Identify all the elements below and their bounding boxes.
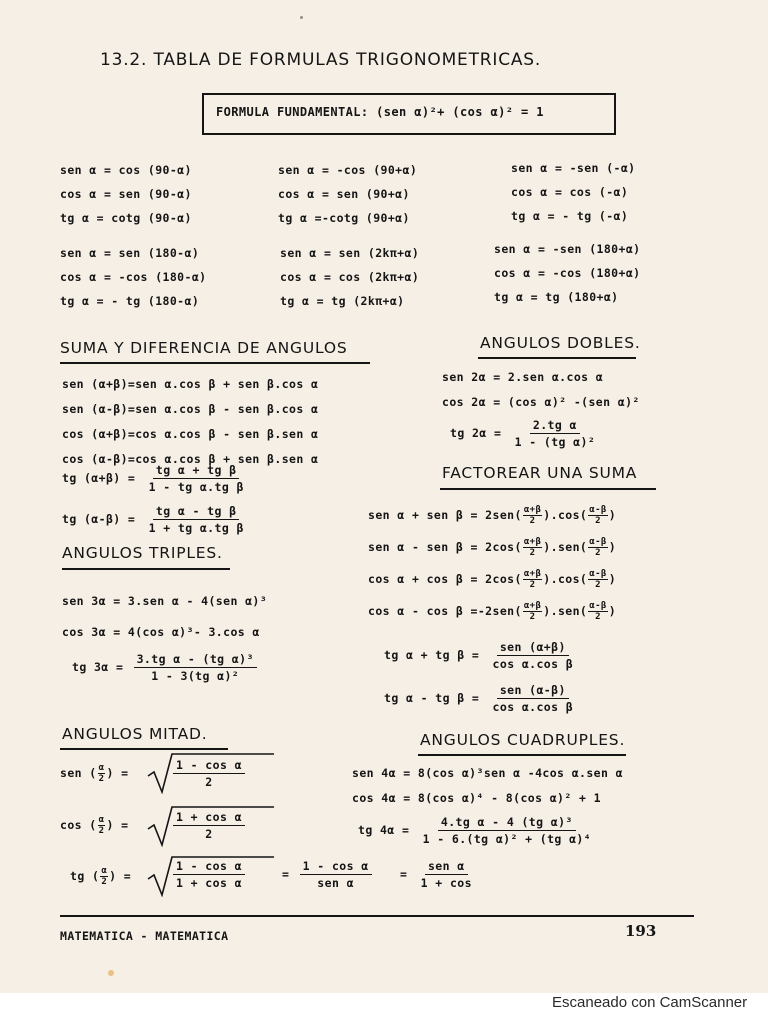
denominator: cos α.cos β (492, 657, 574, 671)
page-number: 193 (625, 922, 657, 940)
identity-line: cos α = sen (90+α) (278, 187, 410, 201)
numerator: 4.tg α - 4 (tg α)³ (438, 815, 576, 831)
mitad-cos-radicand (170, 810, 248, 841)
identity-line: cos α = -cos (180+α) (494, 266, 641, 280)
fundamental-formula: FORMULA FUNDAMENTAL: (sen α)²+ (cos α)² = 1 (216, 105, 544, 119)
denominator: 1 - (tg α)² (514, 435, 596, 449)
half-angle-fraction (523, 505, 542, 526)
denominator: 2 (205, 827, 213, 841)
formula-lhs: cos (60, 818, 82, 832)
half-angle-fraction (98, 763, 106, 784)
fraction (173, 810, 245, 841)
mitad-cos: cos ( $\frac{\alpha}{2}$ ) = (60, 815, 129, 836)
numerator: α+β (523, 569, 542, 579)
tg-dif-formula (62, 504, 250, 535)
numerator: α+β (523, 601, 542, 611)
identity-line: sen α = sen (2kπ+α) (280, 246, 420, 260)
numerator: 1 - cos α (300, 859, 372, 875)
numerator: 3.tg α - (tg α)³ (134, 652, 257, 668)
mitad-tg-radicand (170, 859, 248, 890)
identity-line: sen α = -sen (180+α) (494, 242, 641, 256)
identity-line: tg α = cotg (90-α) (60, 211, 192, 225)
formula-lhs: tg 4α = (358, 823, 410, 837)
fraction (173, 758, 245, 789)
fraction (490, 640, 577, 671)
factor-fn: sen (557, 604, 580, 618)
numerator: α-β (589, 569, 607, 579)
identity-line: cos α = sen (90-α) (60, 187, 192, 201)
formula-lhs: tg 3α = (72, 660, 124, 674)
numerator: sen (α+β) (497, 640, 569, 656)
numerator: α (101, 866, 108, 876)
doble-tg (450, 418, 601, 449)
heading-underline (440, 488, 656, 490)
mitad-sen-radicand (170, 758, 248, 789)
factor-fn: cos (557, 572, 580, 586)
page-title: 13.2. TABLA DE FORMULAS TRIGONOMETRICAS. (100, 50, 542, 70)
denominator: 2 (101, 877, 108, 887)
factor-row-4: cos α - cos β =-2sen( $\frac{\alpha+\beta}{2}$ ).sen( $\frac{\alpha-\beta}{2}$ ) (368, 601, 617, 622)
doble-cos: cos 2α = (cos α)² -(sen α)² (442, 395, 640, 409)
numerator: tg α + tg β (153, 463, 240, 479)
fraction (173, 859, 245, 890)
numerator: α+β (523, 537, 542, 547)
formula-lhs: tg (α+β) = (62, 471, 136, 485)
footer-label: MATEMATICA - MATEMATICA (60, 929, 229, 943)
numerator: α-β (589, 537, 607, 547)
heading-suma-diferencia: SUMA Y DIFERENCIA DE ANGULOS (60, 339, 348, 357)
fraction (146, 504, 247, 535)
numerator: sen (α-β) (497, 683, 569, 699)
half-angle-fraction (523, 601, 542, 622)
identity-line: tg α = - tg (-α) (511, 209, 629, 223)
numerator: 1 + cos α (173, 810, 245, 826)
scan-speck (108, 970, 114, 976)
factor-row-3: cos α + cos β = 2cos( $\frac{\alpha+\beta}{2}$ ).cos( $\frac{\alpha-\beta}{2}$ ) (368, 569, 617, 590)
numerator: α (98, 763, 105, 773)
identity-col-2 (278, 158, 417, 230)
denominator: 2 (529, 516, 536, 526)
fraction (300, 859, 372, 890)
half-angle-fraction (100, 866, 108, 887)
mitad-sen: sen ( $\frac{\alpha}{2}$ ) = (60, 763, 129, 784)
denominator: 2 (595, 548, 601, 558)
formula-line: sen (α-β)=sen α.cos β - sen β.cos α (62, 402, 319, 416)
denominator: 1 - 6.(tg α)² + (tg α)⁴ (422, 832, 592, 846)
factor-tg-dif (384, 683, 579, 714)
triple-cos: cos 3α = 4(cos α)³- 3.cos α (62, 625, 260, 639)
denominator: 2 (98, 774, 105, 784)
factor-lhs: cos α + cos β = 2cos (368, 572, 515, 586)
half-angle-fraction (588, 505, 607, 526)
heading-underline (60, 362, 370, 364)
identity-line: sen α = sen (180-α) (60, 246, 200, 260)
formula-lhs: tg 2α = (450, 426, 502, 440)
half-angle-fraction (588, 601, 607, 622)
fraction (420, 815, 594, 846)
fraction (134, 652, 257, 683)
numerator: 2.tg α (530, 418, 580, 434)
tg-sum-formula (62, 463, 250, 494)
formula-lhs: sen (60, 766, 82, 780)
factor-tg-sum (384, 640, 579, 671)
identity-line: cos α = cos (2kπ+α) (280, 270, 420, 284)
denominator: 2 (205, 775, 213, 789)
heading-underline (60, 748, 228, 750)
identity-line: sen α = -cos (90+α) (278, 163, 418, 177)
fraction (490, 683, 577, 714)
denominator: 1 + tg α.tg β (148, 521, 244, 535)
denominator: 2 (595, 516, 601, 526)
footer-rule (60, 915, 694, 917)
numerator: α-β (589, 601, 607, 611)
denominator: sen α (317, 876, 354, 890)
half-angle-fraction (523, 569, 542, 590)
formula-lhs: tg (70, 869, 85, 883)
half-angle-fraction (588, 537, 607, 558)
half-angle-fraction (588, 569, 607, 590)
denominator: 2 (595, 580, 601, 590)
formula-lhs: tg α + tg β = (384, 648, 480, 662)
denominator: 2 (98, 826, 105, 836)
identity-col-5 (280, 241, 419, 313)
mitad-tg-alt-2: = $\frac{\text{sen α}}{1 + \cos}$ (400, 859, 478, 890)
fraction (418, 859, 475, 890)
denominator: 1 + cos (420, 876, 472, 890)
denominator: 2 (595, 612, 601, 622)
factor-lhs: sen α + sen β = 2sen (368, 508, 515, 522)
numerator: sen α (425, 859, 468, 875)
numerator: tg α - tg β (153, 504, 240, 520)
fraction (512, 418, 599, 449)
triple-tg (72, 652, 260, 683)
identity-col-3 (511, 156, 636, 228)
denominator: cos α.cos β (492, 700, 574, 714)
factor-fn: sen (557, 540, 580, 554)
numerator: α (98, 815, 105, 825)
formula-line: cos (α+β)=cos α.cos β - sen β.sen α (62, 427, 319, 441)
cuadruple-sen: sen 4α = 8(cos α)³sen α -4cos α.sen α (352, 766, 623, 780)
denominator: 1 + cos α (176, 876, 242, 890)
identity-line: cos α = -cos (180-α) (60, 270, 207, 284)
identity-col-4 (60, 241, 206, 313)
identity-line: tg α = - tg (180-α) (60, 294, 200, 308)
formula-lhs: tg α - tg β = (384, 691, 480, 705)
numerator: α+β (523, 505, 542, 515)
doble-sen: sen 2α = 2.sen α.cos α (442, 370, 604, 384)
half-angle-fraction (98, 815, 106, 836)
identity-line: sen α = -sen (-α) (511, 161, 636, 175)
identity-col-6 (494, 237, 640, 309)
heading-angulos-triples: ANGULOS TRIPLES. (62, 544, 223, 562)
identity-line: tg α =-cotg (90+α) (278, 211, 410, 225)
heading-angulos-dobles: ANGULOS DOBLES. (480, 334, 641, 352)
identity-line: tg α = tg (2kπ+α) (280, 294, 405, 308)
factor-lhs: cos α - cos β =-2sen (368, 604, 515, 618)
triple-sen: sen 3α = 3.sen α - 4(sen α)³ (62, 594, 268, 608)
formula-line: sen (α+β)=sen α.cos β + sen β.cos α (62, 377, 319, 391)
mitad-tg-alt-1: = $\frac{\text{1 - cos α}}{\text{sen α}}$ (282, 859, 375, 890)
identity-line: tg α = tg (180+α) (494, 290, 619, 304)
heading-angulos-cuadruples: ANGULOS CUADRUPLES. (420, 731, 626, 749)
factor-fn: cos (557, 508, 580, 522)
denominator: 1 - 3(tg α)² (151, 669, 240, 683)
formula-line: cos (α-β)=cos α.cos β + sen β.sen α (62, 452, 319, 466)
heading-underline (62, 568, 230, 570)
numerator: 1 - cos α (173, 859, 245, 875)
identity-col-1 (60, 158, 192, 230)
mitad-tg: tg ( $\frac{\alpha}{2}$ ) = (70, 866, 132, 887)
heading-underline (418, 754, 626, 756)
formula-lhs: tg (α-β) = (62, 512, 136, 526)
scan-speck (300, 16, 303, 19)
heading-factorear: FACTOREAR UNA SUMA (442, 464, 638, 482)
fraction (146, 463, 247, 494)
cuadruple-tg (358, 815, 597, 846)
denominator: 2 (529, 612, 536, 622)
cuadruple-cos: cos 4α = 8(cos α)⁴ - 8(cos α)² + 1 (352, 791, 602, 805)
factor-lhs: sen α - sen β = 2cos (368, 540, 515, 554)
identity-line: cos α = cos (-α) (511, 185, 629, 199)
denominator: 2 (529, 548, 536, 558)
factor-row-1: sen α + sen β = 2sen( $\frac{\alpha+\beta}{2}$ ).cos( $\frac{\alpha-\beta}{2}$ ) (368, 505, 617, 526)
denominator: 1 - tg α.tg β (148, 480, 244, 494)
camscanner-watermark: Escaneado con CamScanner (552, 994, 748, 1011)
heading-underline (478, 357, 636, 359)
denominator: 2 (529, 580, 536, 590)
suma-lines (62, 372, 318, 472)
half-angle-fraction (523, 537, 542, 558)
factor-row-2: sen α - sen β = 2cos( $\frac{\alpha+\beta}{2}$ ).sen( $\frac{\alpha-\beta}{2}$ ) (368, 537, 617, 558)
heading-angulos-mitad: ANGULOS MITAD. (62, 725, 208, 743)
numerator: α-β (589, 505, 607, 515)
numerator: 1 - cos α (173, 758, 245, 774)
identity-line: sen α = cos (90-α) (60, 163, 192, 177)
